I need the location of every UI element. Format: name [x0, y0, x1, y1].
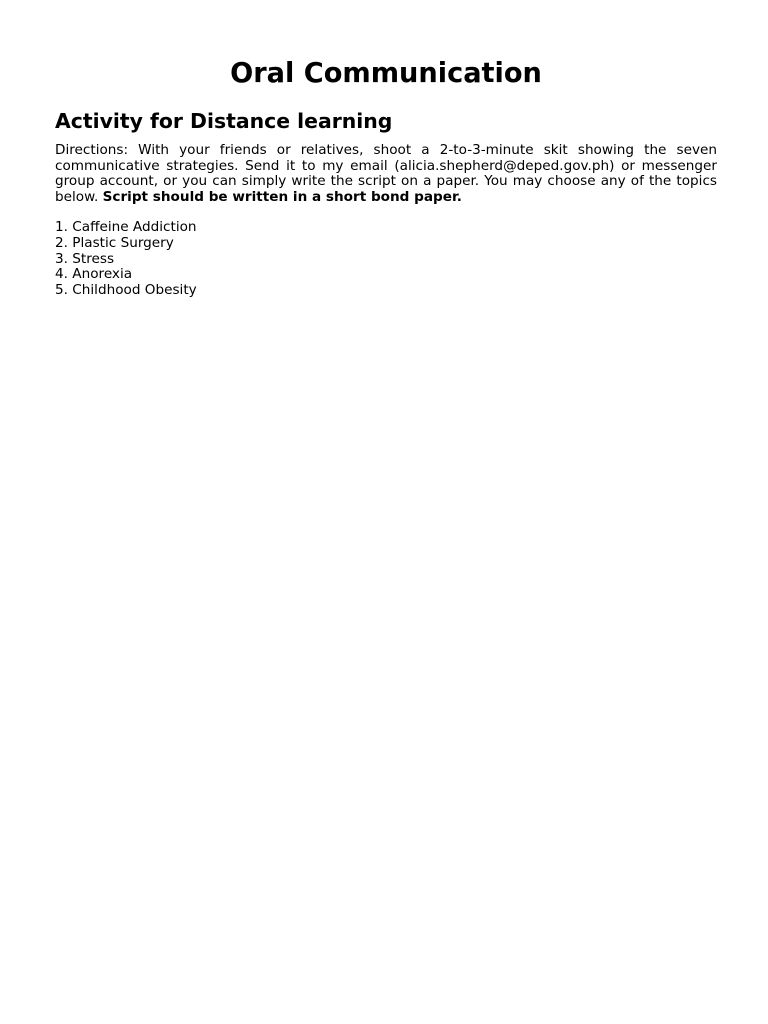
activity-heading: Activity for Distance learning — [55, 109, 393, 133]
directions-emphasis: Script should be written in a short bond paper. — [102, 188, 462, 205]
document-page — [55, 58, 717, 298]
directions-text: Directions: With your friends or relatives, shoot a 2-to-3-minute skit showing the seven communicative strategies. Send it to my email (alicia.shepherd@deped.gov.ph) or messenger group account, or you can simply write the script on a paper. You may choose any of the topics below. — [55, 142, 717, 205]
topic-item: 4. Anorexia — [55, 266, 133, 283]
topic-item: 1. Caffeine Addiction — [55, 219, 197, 236]
topic-list — [55, 220, 717, 298]
document-title: Oral Communication — [230, 58, 542, 89]
directions-paragraph — [55, 143, 717, 205]
topic-item: 5. Childhood Obesity — [55, 281, 197, 298]
topic-item: 3. Stress — [55, 250, 115, 267]
topic-item: 2. Plastic Surgery — [55, 234, 174, 251]
